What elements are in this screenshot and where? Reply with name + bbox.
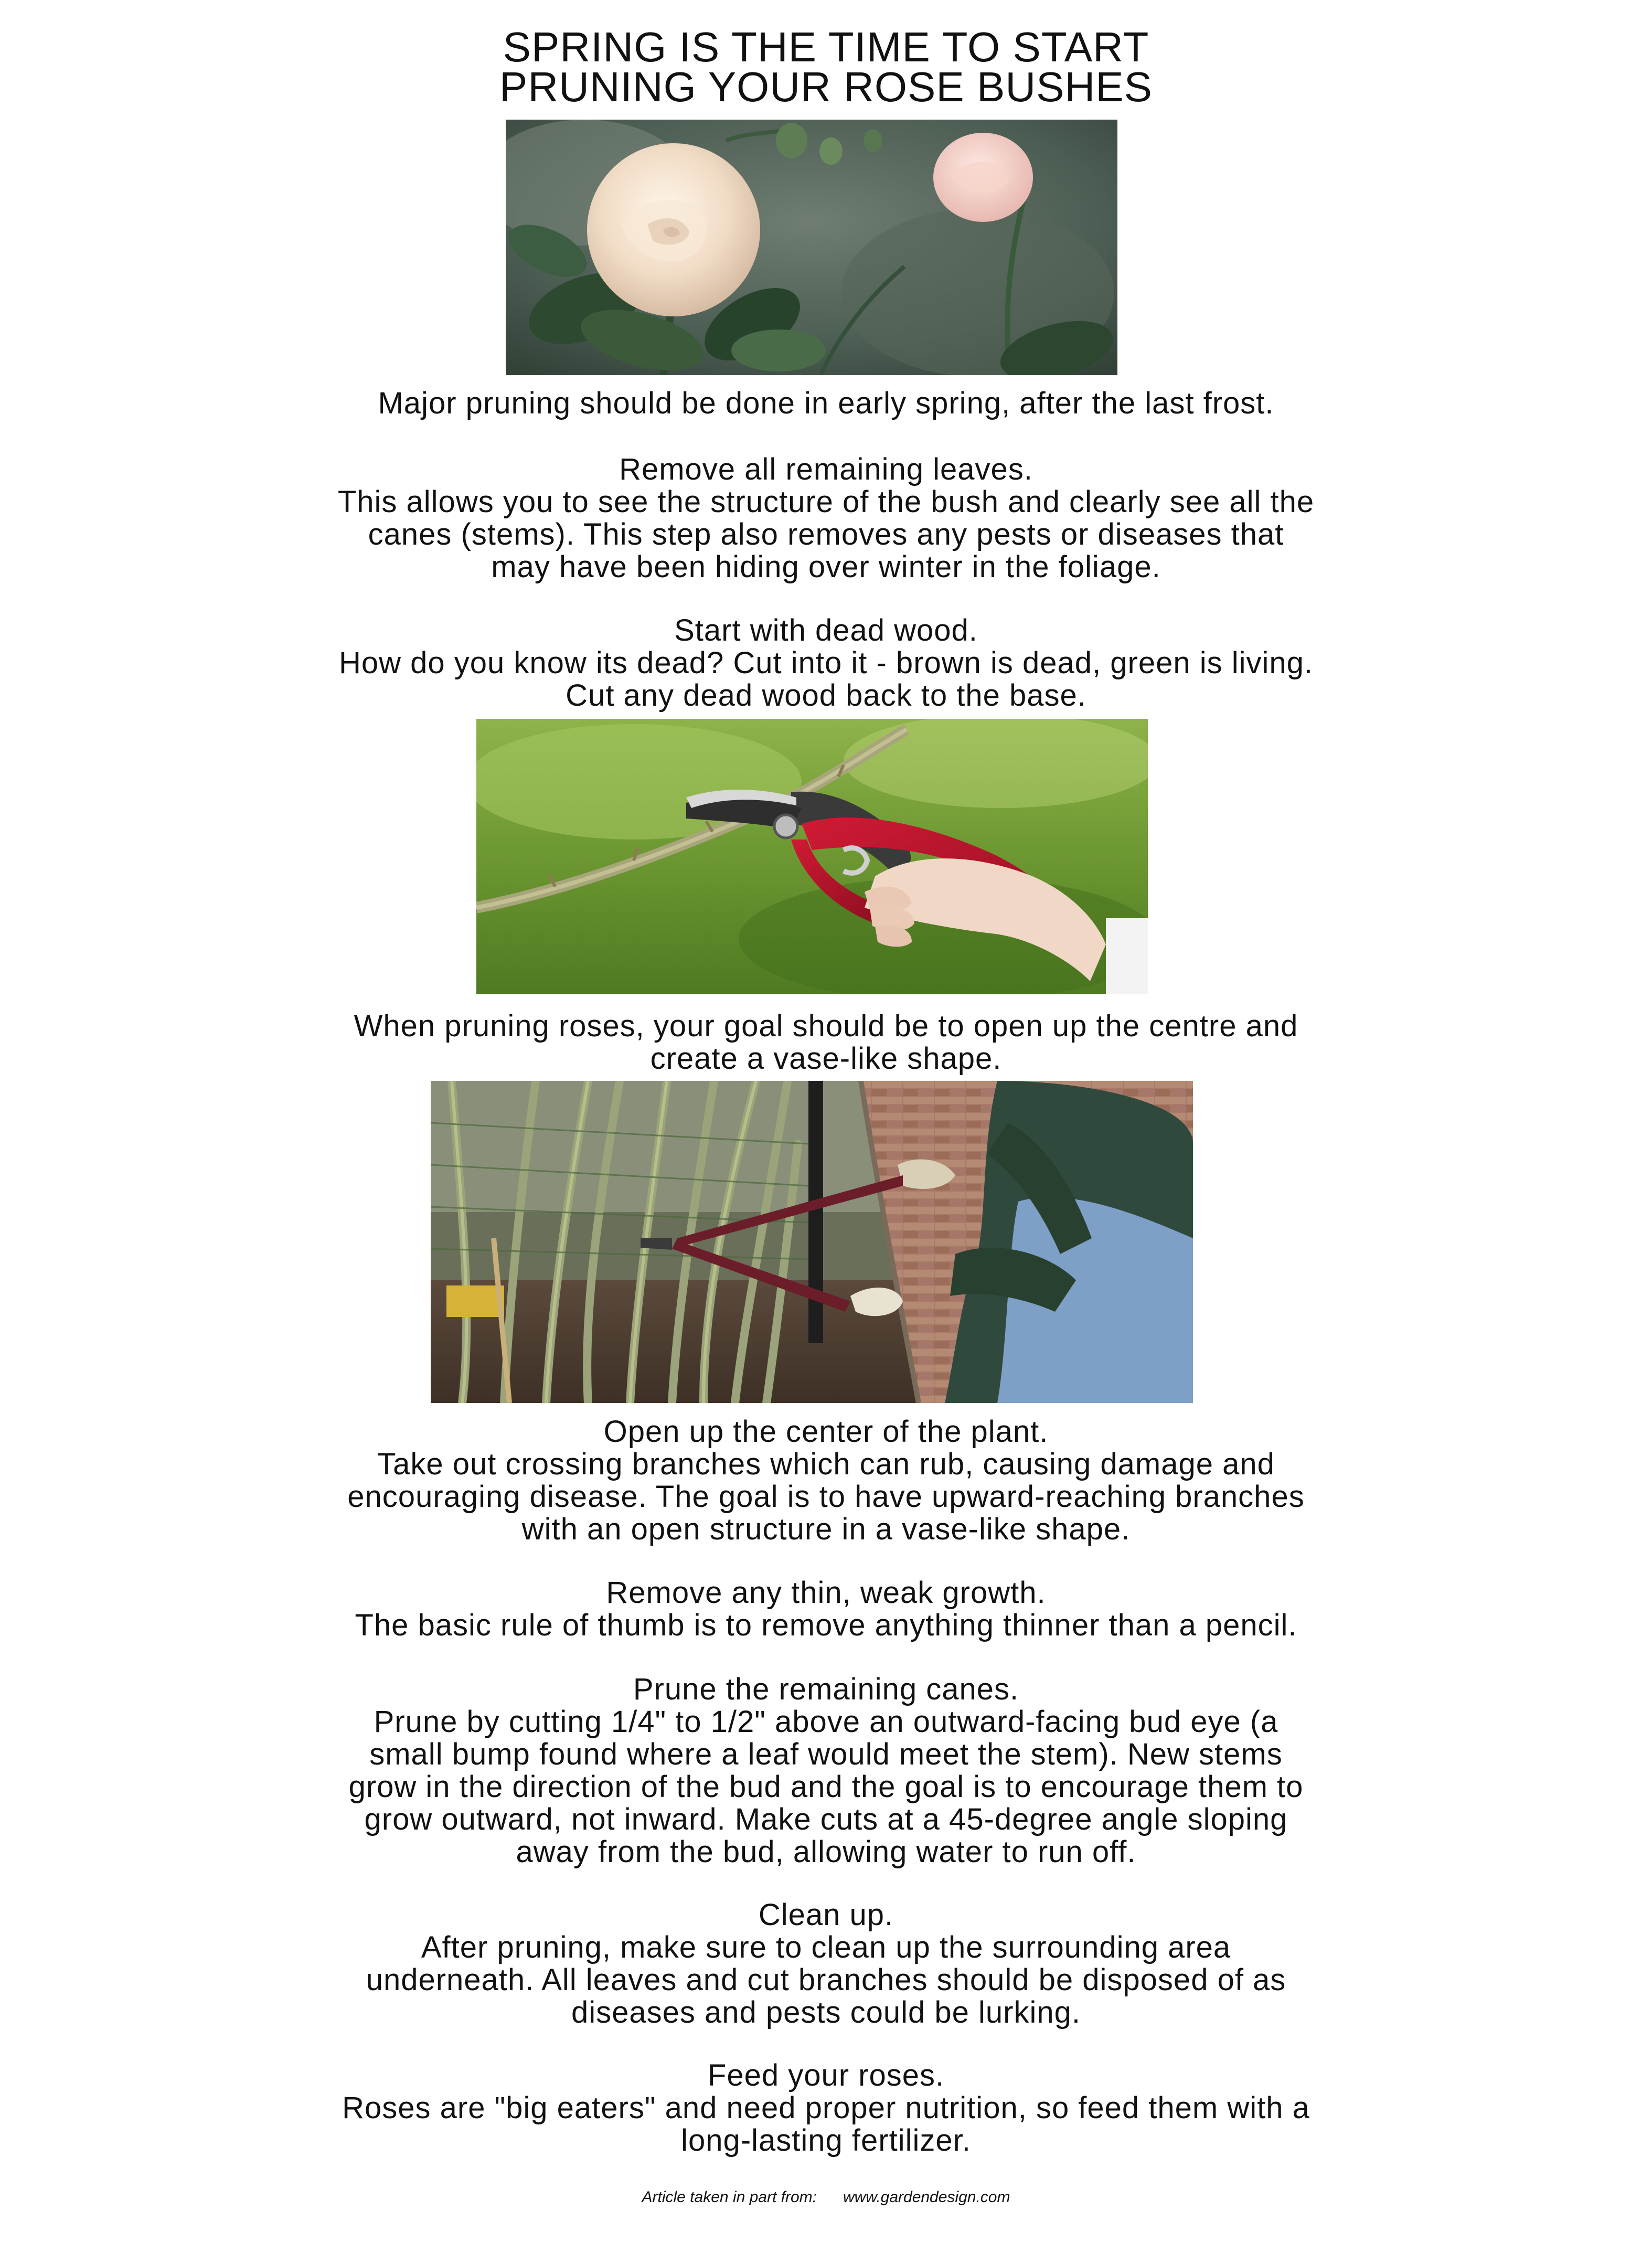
intro-text: Major pruning should be done in early spring, after the last frost. <box>378 386 1274 420</box>
step-text-line: small bump found where a leaf would meet the stem). New stems <box>369 1737 1283 1771</box>
pruning-shears-photo <box>476 719 1148 994</box>
step-text-line: How do you know its dead? Cut into it - brown is dead, green is living. <box>338 646 1314 680</box>
credit-source-link[interactable]: www.gardendesign.com <box>843 2188 1010 2206</box>
step-heading: Clean up. <box>758 1898 894 1932</box>
goal-paragraph <box>0 1010 1652 1075</box>
step-remove-leaves <box>0 453 1652 583</box>
step-text-line: The basic rule of thumb is to remove anything thinner than a pencil. <box>355 1608 1297 1642</box>
credit-label: Article taken in part from: <box>642 2188 817 2206</box>
step-text-line: encouraging disease. The goal is to have upward-reaching branches <box>347 1480 1305 1514</box>
step-text-line: underneath. All leaves and cut branches should be disposed of as <box>366 1963 1286 1997</box>
goal-text-line: When pruning roses, your goal should be to open up the centre and <box>354 1009 1298 1043</box>
step-thin-growth <box>0 1577 1652 1642</box>
gardener-pruning-photo <box>431 1081 1193 1403</box>
title-line-1: SPRING IS THE TIME TO START <box>503 24 1149 70</box>
step-text-line: with an open structure in a vase-like shape. <box>521 1512 1131 1546</box>
goal-text-line: create a vase-like shape. <box>650 1042 1002 1076</box>
step-open-center <box>0 1416 1652 1546</box>
intro-paragraph <box>0 387 1652 420</box>
step-text-line: long-lasting fertilizer. <box>681 2123 971 2158</box>
step-text-line: grow outward, not inward. Make cuts at a 45-degree angle sloping <box>364 1802 1288 1836</box>
step-text-line: may have been hiding over winter in the foliage. <box>491 550 1161 584</box>
rose-flowers-photo <box>506 120 1117 375</box>
step-heading: Prune the remaining canes. <box>633 1672 1019 1706</box>
title-line-2: PRUNING YOUR ROSE BUSHES <box>499 63 1153 110</box>
step-heading: Remove all remaining leaves. <box>619 452 1033 486</box>
source-credit <box>0 2188 1652 2206</box>
step-heading: Feed your roses. <box>707 2058 945 2092</box>
step-text-line: Take out crossing branches which can rub, causing damage and <box>377 1447 1275 1481</box>
step-text-line: After pruning, make sure to clean up the surrounding area <box>421 1930 1231 1964</box>
step-clean-up <box>0 1899 1652 2029</box>
step-prune-canes <box>0 1673 1652 1868</box>
step-heading: Remove any thin, weak growth. <box>606 1576 1046 1610</box>
step-text-line: Cut any dead wood back to the base. <box>566 678 1086 713</box>
step-text-line: diseases and pests could be lurking. <box>571 1995 1081 2029</box>
step-dead-wood <box>0 614 1652 712</box>
page-title <box>0 24 1652 110</box>
step-feed-roses <box>0 2059 1652 2157</box>
step-text-line: This allows you to see the structure of the bush and clearly see all the <box>337 485 1315 519</box>
step-text-line: Prune by cutting 1/4" to 1/2" above an outward-facing bud eye (a <box>374 1705 1278 1739</box>
step-text-line: grow in the direction of the bud and the goal is to encourage them to <box>348 1770 1304 1804</box>
step-heading: Open up the center of the plant. <box>603 1415 1049 1449</box>
step-heading: Start with dead wood. <box>674 613 978 647</box>
step-text-line: canes (stems). This step also removes any pests or diseases that <box>368 517 1284 551</box>
step-text-line: Roses are "big eaters" and need proper nutrition, so feed them with a <box>342 2091 1310 2125</box>
step-text-line: away from the bud, allowing water to run off. <box>516 1835 1136 1869</box>
